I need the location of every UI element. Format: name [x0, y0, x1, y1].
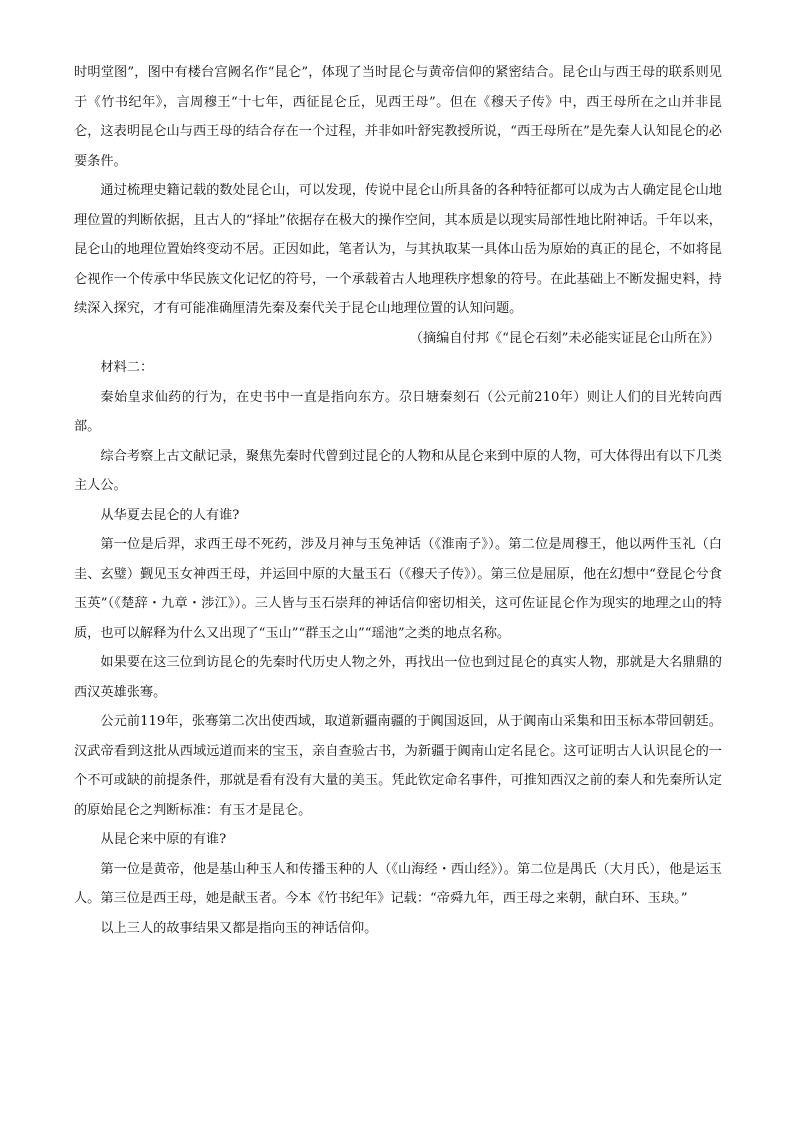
paragraph-zhang-qian: 公元前119年，张骞第二次出使西域，取道新疆南疆的于阗国返回，从于阗南山采集和田玉标本带回朝廷。汉武帝看到这批从西域远道而来的宝玉，亲自查验古书，为新疆于阗南山定名昆仑。这可证明古人认识昆仑的一个不可或缺的前提条件，那就是看有没有大量的美玉。凭此钦定命名事件，可推知西汉之前的秦人和先秦所认定的原始昆仑之判断标准：有玉才是昆仑。 [74, 714, 722, 818]
paragraph-zhang-qian-intro: 如果要在这三位到访昆仑的先秦时代历史人物之外，再找出一位也到过昆仑的真实人物，那就是大名鼎鼎的西汉英雄张骞。 [74, 655, 722, 700]
source-citation: （摘编自付邦《“昆仑石刻”未必能实证昆仑山所在》） [409, 330, 720, 346]
paragraph-continuation: 时明堂图”，图中有楼台宫阙名作“昆仑”，体现了当时昆仑与黄帝信仰的紧密结合。昆仑山与西王母的联系则见于《竹书纪年》，言周穆王“十七年，西征昆仑丘，见西王母”。但在《穆天子传》中，西王母所在之山并非昆仑，这表明昆仑山与西王母的结合存在一个过程，并非如叶舒宪教授所说，“西王母所在”是先秦人认知昆仑的必要条件。 [74, 65, 722, 169]
material-two-heading: 材料二： [100, 360, 154, 375]
question-to-kunlun: 从华夏去昆仑的人有谁? [100, 507, 240, 523]
question-from-kunlun: 从昆仑来中原的有谁? [100, 832, 227, 847]
paragraph-three-figures: 第一位是后羿，求西王母不死药，涉及月神与玉兔神话（《淮南子》）。第二位是周穆王，他以两件玉礼（白圭、玄璧）觐见玉女神西王母，并运回中原的大量玉石（《穆天子传》）。第三位是屈原，他在幻想中“登昆仑兮食玉英”（《楚辞・九章・涉江》）。三人皆与玉石崇拜的神话信仰密切相关，这可佐证昆仑作为现实的地理之山的特质，也可以解释为什么又出现了“玉山”“群玉之山”“瑶池”之类的地点名称。 [74, 537, 722, 641]
paragraph-overview: 综合考察上古文献记录，聚焦先秦时代曾到过昆仑的人物和从昆仑来到中原的人物，可大体得出有以下几类主人公。 [74, 448, 722, 493]
paragraph-qin-shihuang: 秦始皇求仙药的行为，在史书中一直是指向东方。尕日塘秦刻石（公元前210年）则让人们的目光转向西部。 [74, 389, 722, 434]
paragraph-from-kunlun-figures: 第一位是黄帝，他是基山种玉人和传播玉种的人（《山海经・西山经》）。第二位是禺氏（大月氏），他是运玉人。第三位是西王母，她是献玉者。今本《竹书纪年》记载：“帝舜九年，西王母之来朝，献白环、玉玦。” [74, 861, 722, 906]
document-body [74, 58, 722, 943]
paragraph-conclusion: 以上三人的故事结果又都是指向玉的神话信仰。 [100, 920, 378, 936]
paragraph-kunlun-location: 通过梳理史籍记载的数处昆仑山，可以发现，传说中昆仑山所具备的各种特征都可以成为古人确定昆仑山地理位置的判断依据，且古人的“择址”依据存在极大的操作空间，其本质是以现实局部性地比附神话。千年以来，昆仑山的地理位置始终变动不居。正因如此，笔者认为，与其执取某一具体山岳为原始的真正的昆仑，不如将昆仑视作一个传承中华民族文化记忆的符号，一个承载着古人地理秩序想象的符号。在此基础上不断发掘史料，持续深入探究，才有可能准确厘清先秦及秦代关于昆仑山地理位置的认知问题。 [74, 183, 722, 316]
